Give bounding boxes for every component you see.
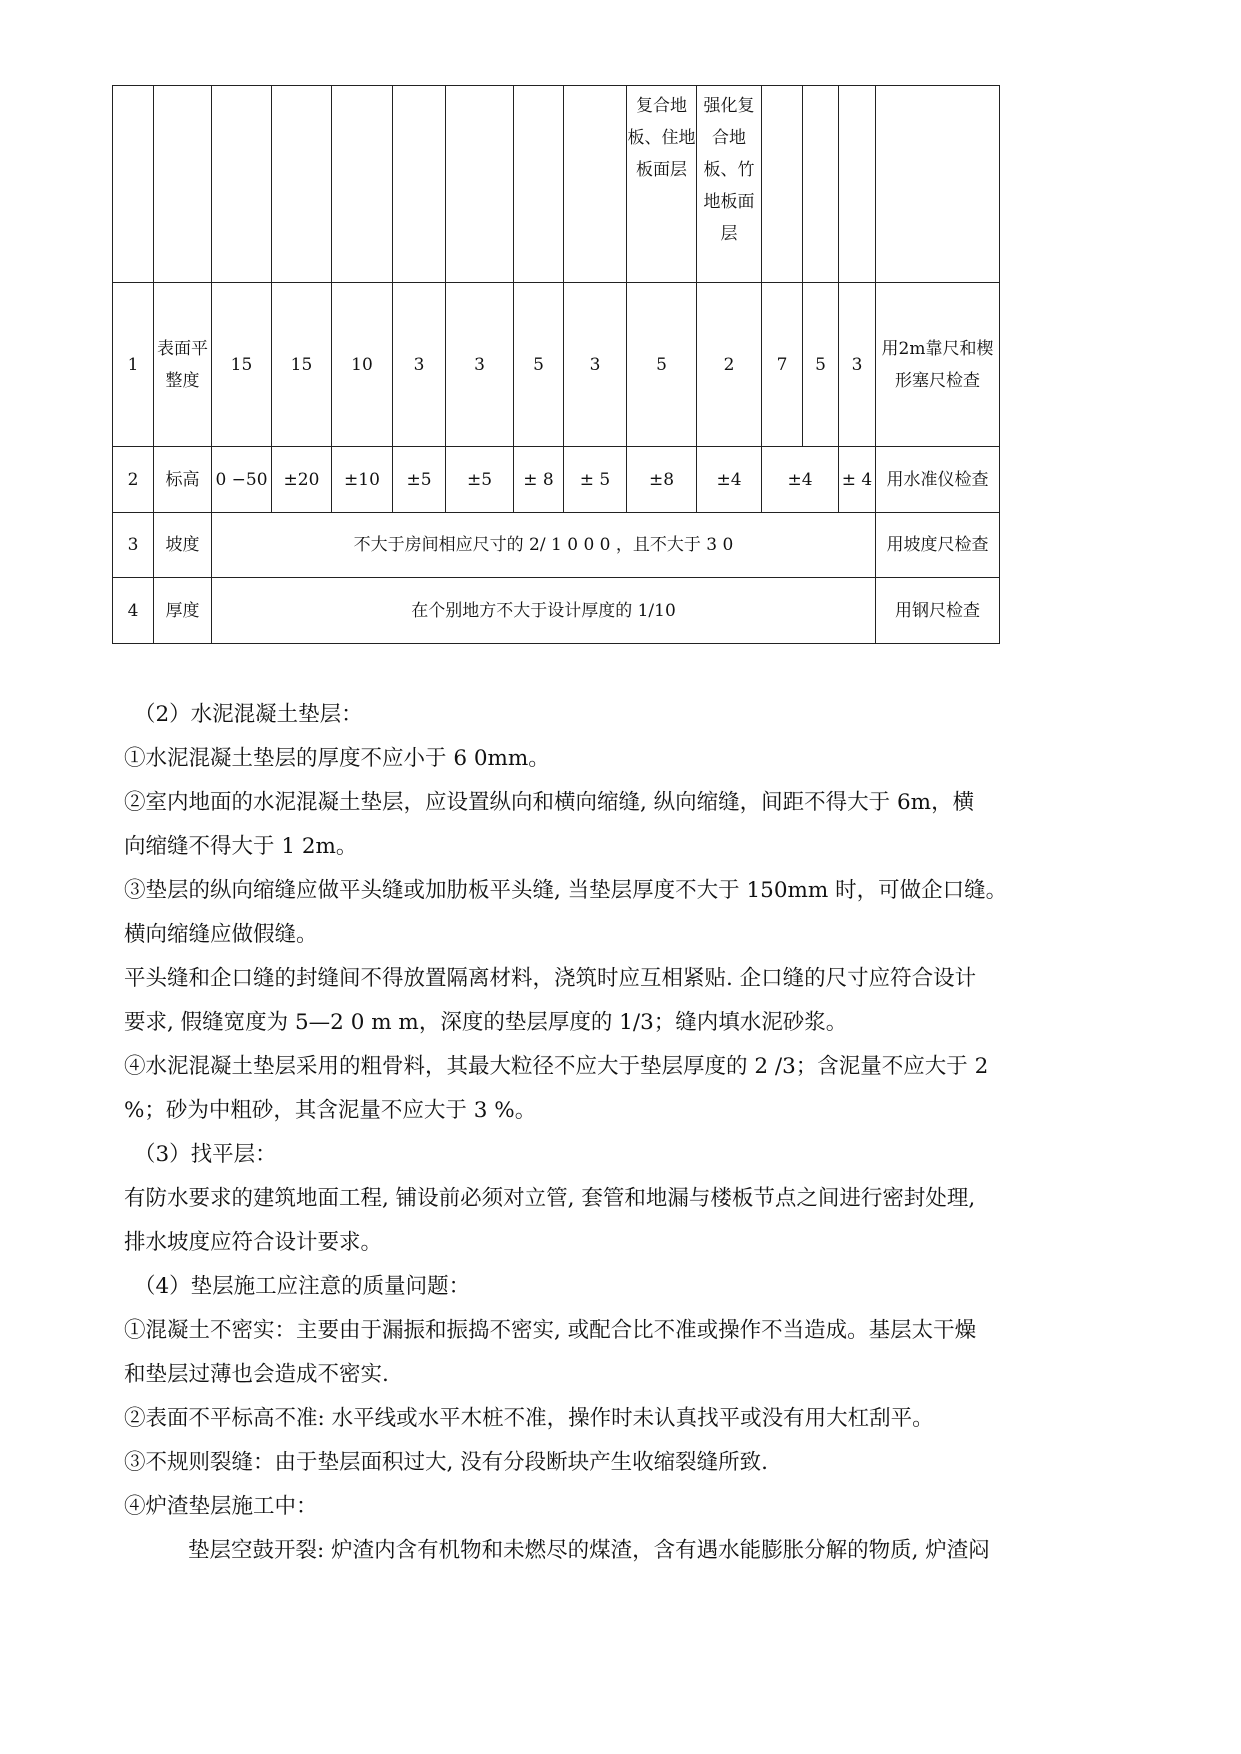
paragraph: 垫层空鼓开裂: 炉渣内含有机物和未燃尽的煤渣，含有遇水能膨胀分解的物质, 炉渣闷 (188, 1538, 990, 1563)
row-method: 用2m靠尺和楔形塞尺检查 (876, 283, 1000, 447)
paragraph: ②表面不平标高不准: 水平线或水平木桩不准，操作时未认真找平或没有用大杠刮平。 (124, 1406, 934, 1431)
table-header-row (113, 86, 1000, 283)
cell-value: ± 4 (839, 447, 876, 513)
row-item: 标高 (154, 447, 212, 513)
section-heading: （2）水泥混凝土垫层： (134, 702, 363, 727)
section-heading: （4）垫层施工应注意的质量问题： (134, 1274, 471, 1299)
paragraph: 和垫层过薄也会造成不密实. (124, 1362, 389, 1387)
cell-value: ± 8 (514, 447, 564, 513)
row-number: 3 (113, 513, 154, 578)
cell-value: 7 (762, 283, 803, 447)
cell-value: ±8 (627, 447, 697, 513)
cell-value: 2 (697, 283, 762, 447)
paragraph: ④水泥混凝土垫层采用的粗骨料，其最大粒径不应大于垫层厚度的 2 /3；含泥量不应大于 2 (124, 1054, 989, 1079)
cell-value: 15 (212, 283, 272, 447)
paragraph: ①混凝土不密实：主要由于漏振和振捣不密实, 或配合比不准或操作不当造成。基层太干燥 (124, 1318, 977, 1343)
merged-cell: 不大于房间相应尺寸的 2/ 1 0 0 0 ，且不大于 3 0 (212, 513, 876, 578)
row-item: 坡度 (154, 513, 212, 578)
paragraph: 排水坡度应符合设计要求。 (124, 1230, 383, 1255)
cell-value: ±5 (393, 447, 446, 513)
paragraph: 平头缝和企口缝的封缝间不得放置隔离材料，浇筑时应互相紧贴. 企口缝的尺寸应符合设计 (124, 966, 977, 991)
cell-value: 3 (446, 283, 514, 447)
cell-value: ±4 (762, 447, 839, 513)
paragraph: ③垫层的纵向缩缝应做平头缝或加肋板平头缝, 当垫层厚度不大于 150mm 时，可做企口缝。 (124, 878, 1008, 903)
paragraph: %；砂为中粗砂，其含泥量不应大于 3 %。 (124, 1098, 537, 1123)
paragraph: 要求, 假缝宽度为 5—2 0 m m，深度的垫层厚度的 1/3；缝内填水泥砂浆。 (124, 1010, 848, 1035)
table-row (113, 578, 1000, 644)
merged-cell: 在个别地方不大于设计厚度的 1/10 (212, 578, 876, 644)
paragraph: ①水泥混凝土垫层的厚度不应小于 6 0mm。 (124, 746, 550, 771)
table-row (113, 283, 1000, 447)
row-method: 用坡度尺检查 (876, 513, 1000, 578)
paragraph: 向缩缝不得大于 1 2m。 (124, 834, 358, 859)
row-number: 4 (113, 578, 154, 644)
cell-value: 3 (393, 283, 446, 447)
table-row (113, 513, 1000, 578)
paragraph: ②室内地面的水泥混凝土垫层，应设置纵向和横向缩缝, 纵向缩缝，间距不得大于 6m，横 (124, 790, 975, 815)
cell-value: 3 (839, 283, 876, 447)
row-item: 表面平整度 (154, 283, 212, 447)
tolerance-table (112, 85, 1000, 644)
row-item: 厚度 (154, 578, 212, 644)
cell-value: 5 (514, 283, 564, 447)
paragraph: ③不规则裂缝：由于垫层面积过大, 没有分段断块产生收缩裂缝所致. (124, 1450, 769, 1475)
cell-value: ± 5 (564, 447, 627, 513)
cell-value: 5 (627, 283, 697, 447)
paragraph: 有防水要求的建筑地面工程, 铺设前必须对立管, 套管和地漏与楼板节点之间进行密封处理, (124, 1186, 976, 1211)
cell-value: 10 (332, 283, 393, 447)
section-heading: （3）找平层： (134, 1142, 277, 1167)
cell-value: 3 (564, 283, 627, 447)
header-composite-floor: 复合地板、住地板面层 (627, 86, 697, 283)
row-number: 2 (113, 447, 154, 513)
cell-value: ±10 (332, 447, 393, 513)
table-row (113, 447, 1000, 513)
row-number: 1 (113, 283, 154, 447)
paragraph: 横向缩缝应做假缝。 (124, 922, 318, 947)
cell-value: 5 (803, 283, 839, 447)
document-body (124, 693, 1124, 1573)
cell-value: 0 −50 (212, 447, 272, 513)
cell-value: ±5 (446, 447, 514, 513)
row-method: 用水准仪检查 (876, 447, 1000, 513)
row-method: 用钢尺检查 (876, 578, 1000, 644)
paragraph: ④炉渣垫层施工中： (124, 1494, 318, 1519)
header-laminate-bamboo-floor: 强化复合地板、竹地板面层 (697, 86, 762, 283)
cell-value: 15 (272, 283, 332, 447)
cell-value: ±4 (697, 447, 762, 513)
cell-value: ±20 (272, 447, 332, 513)
